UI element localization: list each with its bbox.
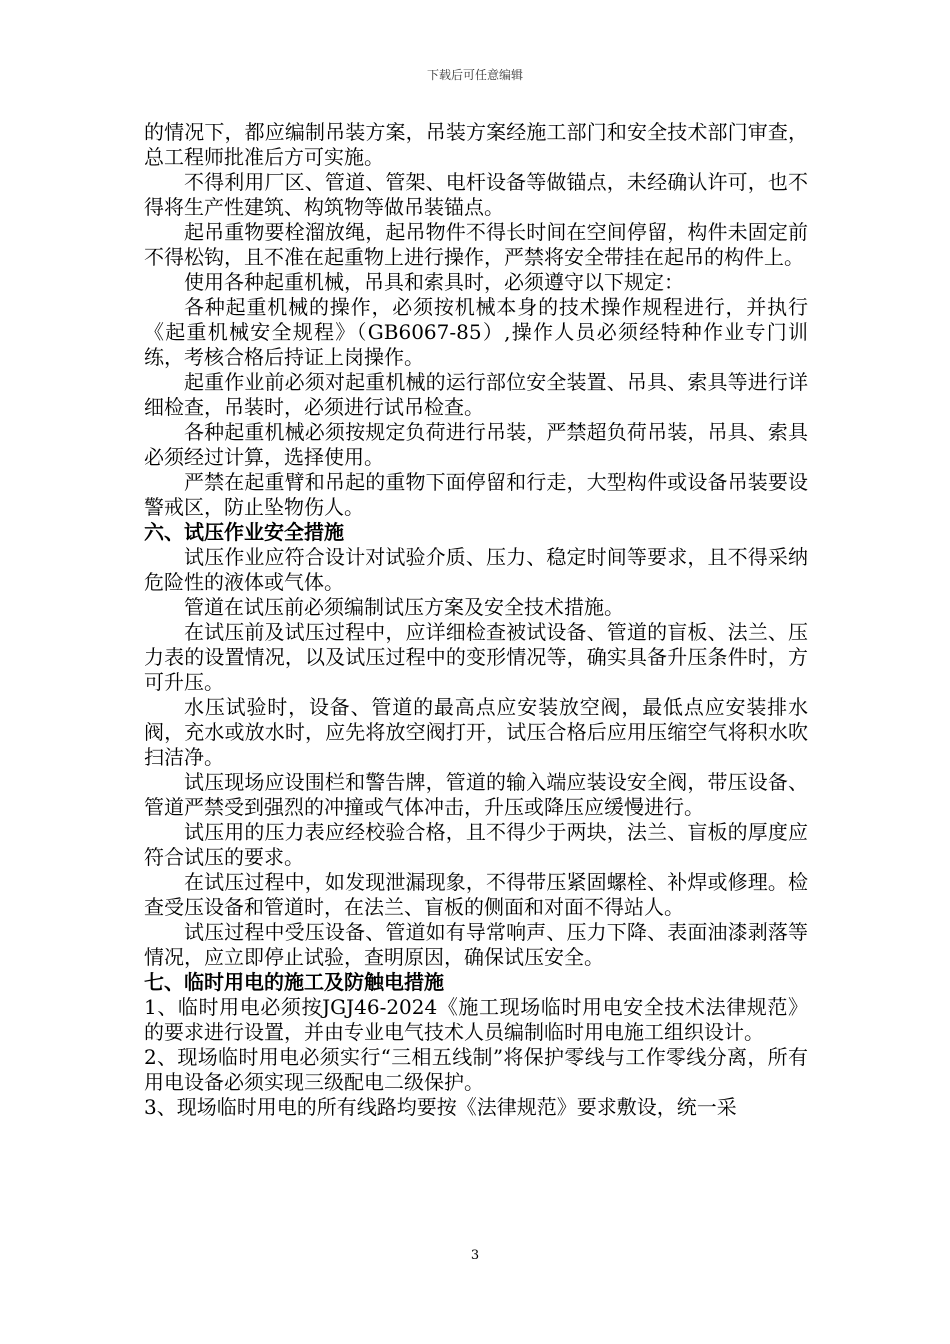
section-heading: 六、试压作业安全措施 (144, 520, 344, 544)
list-item: 3、现场临时用电的所有线路均要按《法律规范》要求敷设，统一采 (144, 1095, 737, 1119)
paragraph: 的情况下，都应编制吊装方案，吊装方案经施工部门和安全技术部门审查，总工程师批准后方可实施。 (144, 120, 808, 169)
page-number: 3 (470, 1248, 480, 1263)
paragraph: 试压作业应符合设计对试验介质、压力、稳定时间等要求，且不得采纳危险性的液体或气体。 (144, 545, 808, 594)
paragraph: 管道在试压前必须编制试压方案及安全技术措施。 (184, 595, 624, 619)
paragraph: 使用各种起重机械，吊具和索具时，必须遵守以下规定： (184, 270, 684, 294)
paragraph: 在试压前及试压过程中，应详细检查被试设备、管道的盲板、法兰、压力表的设置情况，以及试压过程中的变形情况等，确实具备升压条件时，方可升压。 (144, 620, 808, 694)
paragraph: 试压过程中受压设备、管道如有导常响声、压力下降、表面油漆剥落等情况，应立即停止试验，查明原因，确保试压安全。 (144, 920, 808, 969)
page-header: 下载后可任意编辑 (426, 68, 523, 82)
paragraph: 起吊重物要栓溜放绳，起吊物件不得长时间在空间停留，构件未固定前不得松钩，且不准在起重物上进行操作，严禁将安全带挂在起吊的构件上。 (144, 220, 808, 269)
document-body (144, 120, 808, 1120)
paragraph: 严禁在起重臂和吊起的重物下面停留和行走，大型构件或设备吊装要设警戒区，防止坠物伤人。 (144, 470, 808, 519)
paragraph: 起重作业前必须对起重机械的运行部位安全装置、吊具、索具等进行详细检查，吊装时，必须进行试吊检查。 (144, 370, 808, 419)
list-item: 1、临时用电必须按JGJ46-2024《施工现场临时用电安全技术法律规范》的要求进行设置，并由专业电气技术人员编制临时用电施工组织设计。 (144, 995, 808, 1044)
section-heading: 七、临时用电的施工及防触电措施 (144, 970, 444, 994)
paragraph: 水压试验时，设备、管道的最高点应安装放空阀，最低点应安装排水阀，充水或放水时，应先将放空阀打开，试压合格后应用压缩空气将积水吹扫洁净。 (144, 695, 808, 769)
paragraph: 不得利用厂区、管道、管架、电杆设备等做锚点，未经确认许可，也不得将生产性建筑、构筑物等做吊装锚点。 (144, 170, 808, 219)
paragraph: 在试压过程中，如发现泄漏现象，不得带压紧固螺栓、补焊或修理。检查受压设备和管道时，在法兰、盲板的侧面和对面不得站人。 (144, 870, 808, 919)
paragraph: 试压现场应设围栏和警告牌，管道的输入端应装设安全阀，带压设备、管道严禁受到强烈的冲撞或气体冲击，升压或降压应缓慢进行。 (144, 770, 808, 819)
paragraph: 各种起重机械的操作，必须按机械本身的技术操作规程进行，并执行《起重机械安全规程》（GB6067-85）,操作人员必须经特种作业专门训练，考核合格后持证上岗操作。 (144, 295, 808, 369)
paragraph: 试压用的压力表应经校验合格，且不得少于两块，法兰、盲板的厚度应符合试压的要求。 (144, 820, 808, 869)
list-item: 2、现场临时用电必须实行“三相五线制”将保护零线与工作零线分离，所有用电设备必须实现三级配电二级保护。 (144, 1045, 808, 1094)
paragraph: 各种起重机械必须按规定负荷进行吊装，严禁超负荷吊装，吊具、索具必须经过计算，选择使用。 (144, 420, 808, 469)
